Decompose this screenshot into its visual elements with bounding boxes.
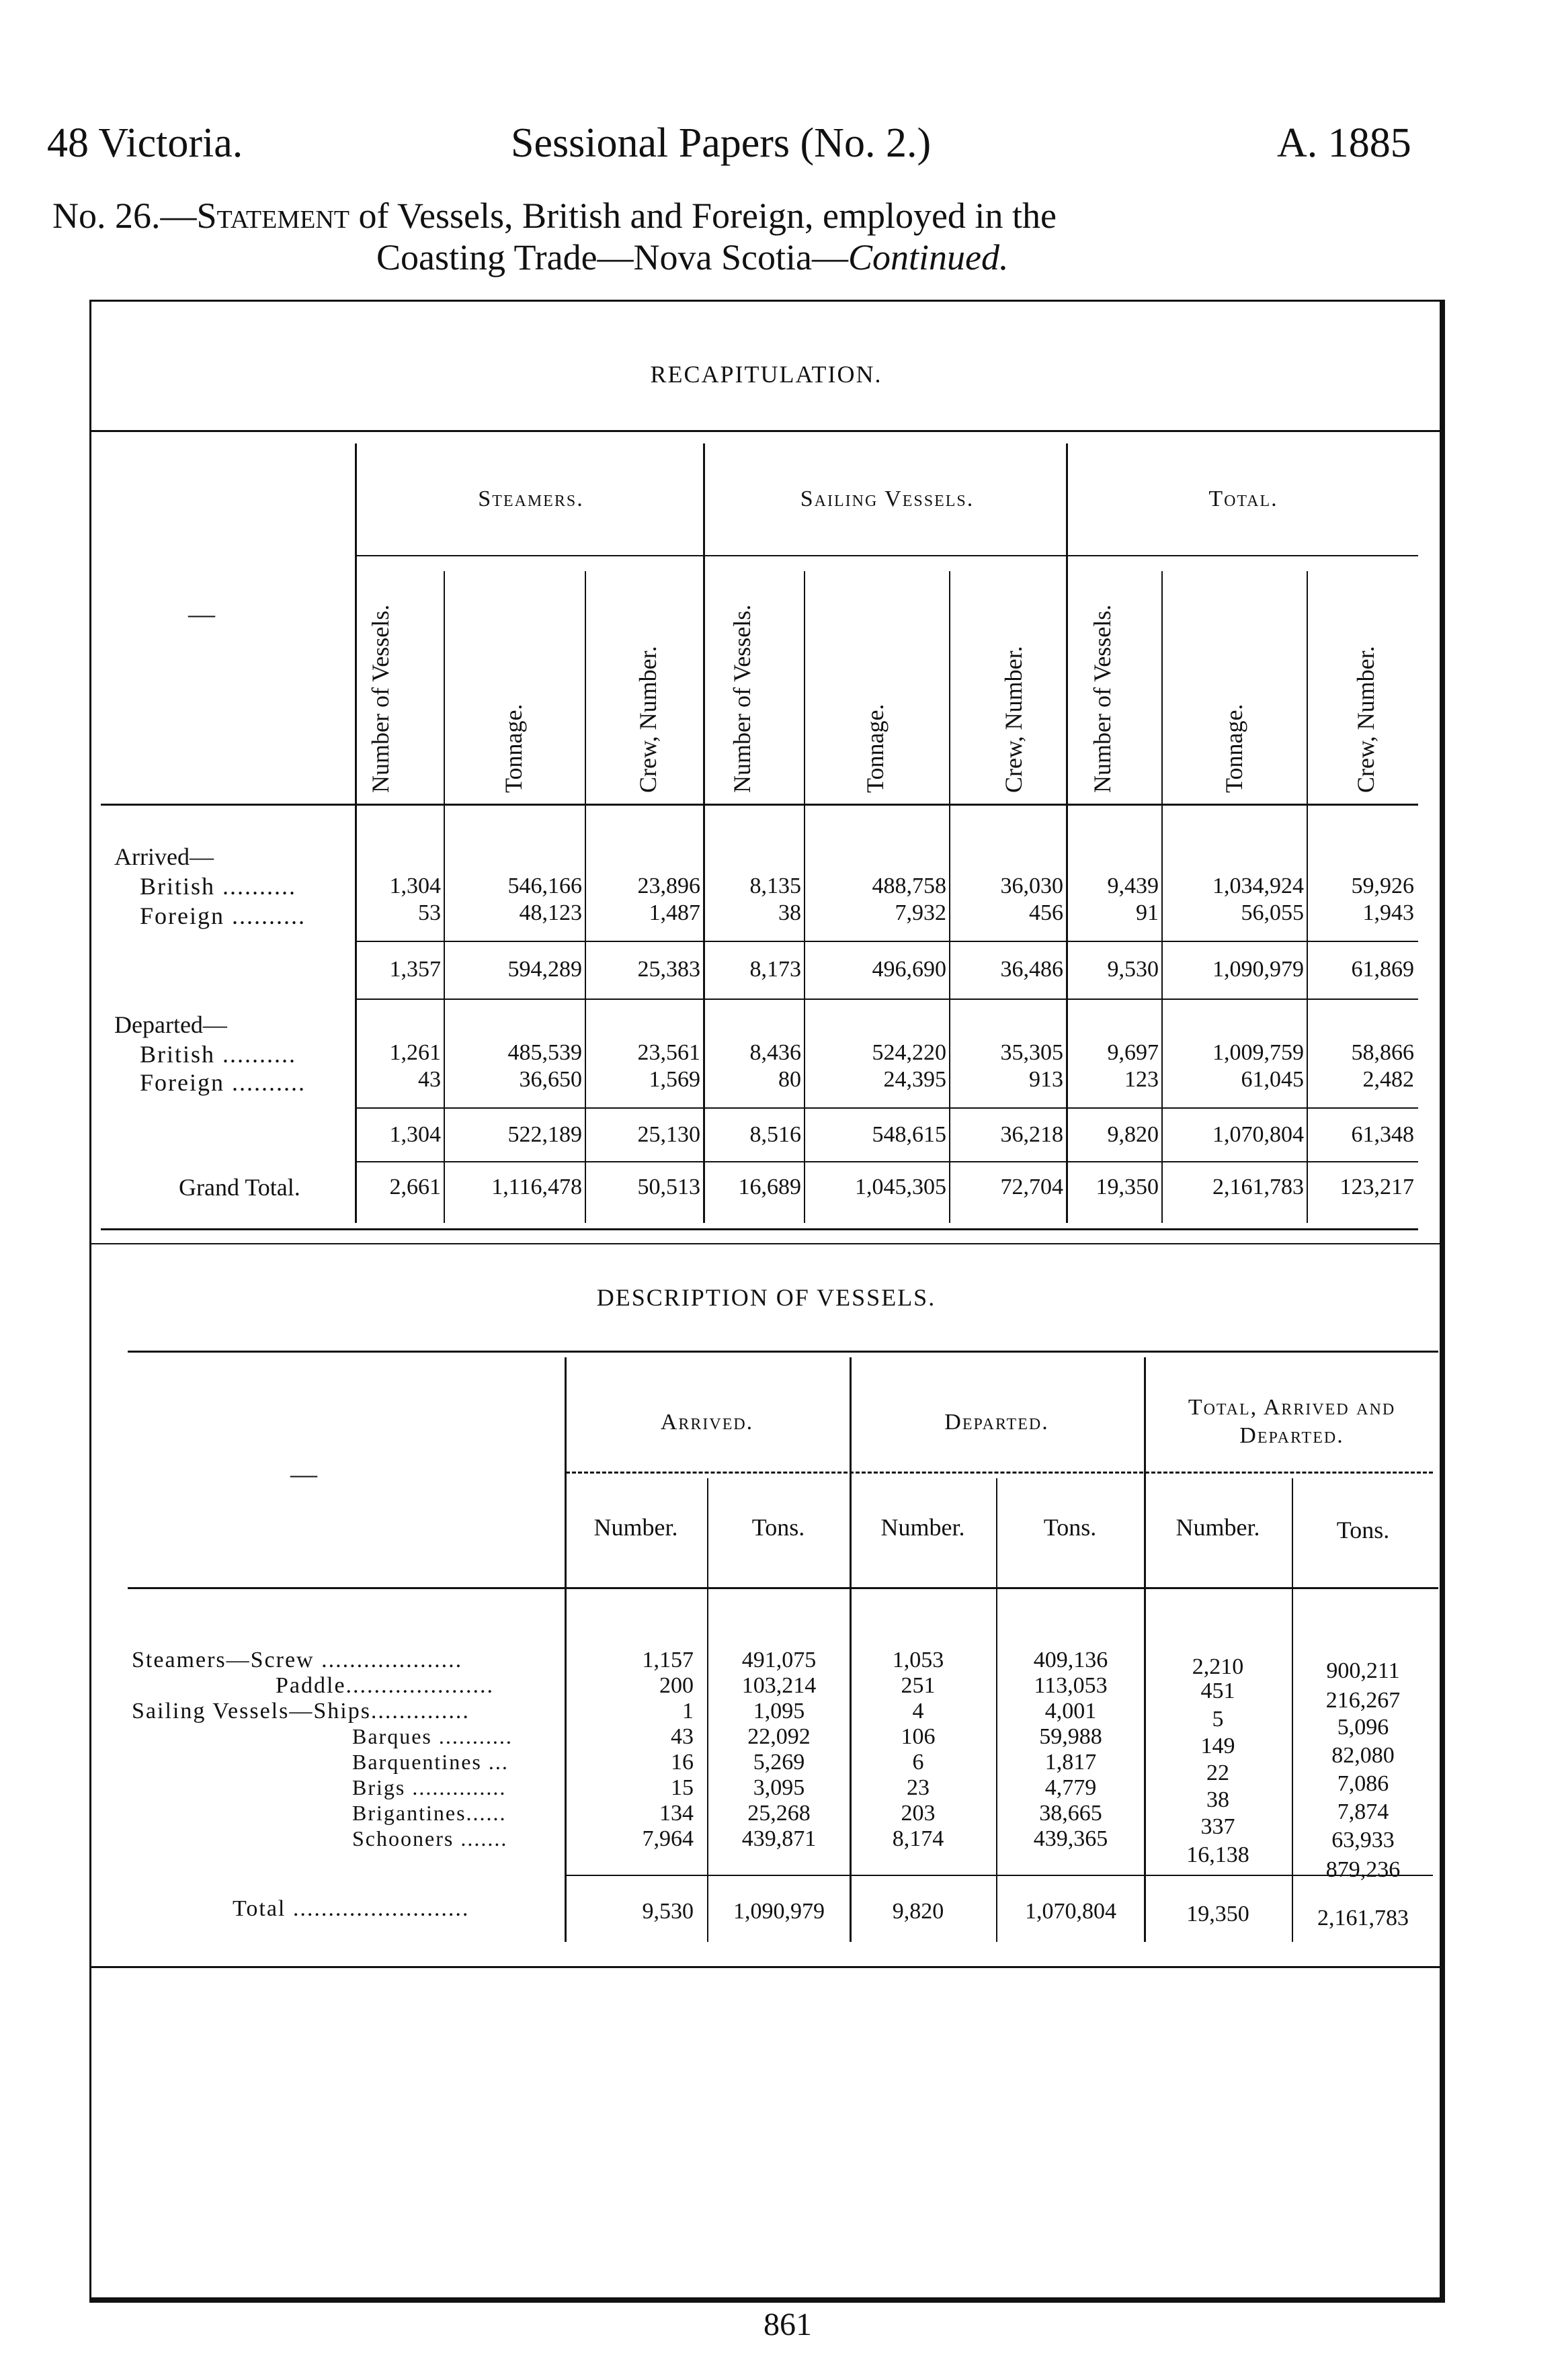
table-cell: 149 [1200, 1734, 1235, 1758]
recap-vline-5 [804, 571, 805, 1223]
table-cell: 439,365 [1033, 1826, 1108, 1851]
table-cell: 1,357 [389, 957, 441, 982]
desc-label-brigantines: Brigantines...... [352, 1801, 507, 1825]
table-cell: 409,136 [1033, 1648, 1108, 1672]
table-cell: 5 [1212, 1707, 1224, 1732]
table-cell: 36,030 [1000, 874, 1063, 898]
recap-rule-top [91, 430, 1440, 432]
table-cell: 38 [1206, 1787, 1229, 1812]
table-cell: 496,690 [872, 957, 946, 982]
title-line2-italic: Continued. [848, 237, 1009, 278]
desc-label-total: Total ......................... [233, 1896, 470, 1921]
recap-departed-foreign-label: Foreign .......... [140, 1069, 306, 1096]
table-cell: 2,210 [1192, 1654, 1244, 1679]
table-cell: 23 [907, 1775, 930, 1800]
recap-departed-label: Departed— [114, 1011, 227, 1038]
recap-vline-6 [949, 571, 950, 1223]
desc-bottom-rule [91, 1966, 1440, 1968]
table-cell: 1,009,759 [1212, 1040, 1304, 1065]
title-statement: Statement [196, 196, 350, 236]
table-cell: 48,123 [519, 900, 582, 925]
recap-col-steamers-crew: Crew, Number. [634, 646, 661, 793]
recap-heading: RECAPITULATION. [650, 361, 882, 388]
table-cell: 1,034,924 [1212, 874, 1304, 898]
recap-col-sailing-number: Number of Vessels. [729, 604, 755, 793]
table-cell: 23,896 [637, 874, 700, 898]
table-cell: 72,704 [1000, 1175, 1063, 1199]
table-cell: 2,161,783 [1212, 1175, 1304, 1199]
table-cell: 80 [778, 1067, 801, 1092]
desc-header-rule [128, 1587, 1438, 1589]
table-cell: 1,053 [892, 1648, 944, 1672]
recap-vline-7 [1066, 443, 1068, 1223]
recap-grand-total-label: Grand Total. [179, 1174, 300, 1201]
table-cell: 491,075 [741, 1648, 817, 1672]
table-cell: 8,173 [749, 957, 801, 982]
table-cell: 6 [912, 1750, 924, 1775]
table-cell: 200 [659, 1673, 694, 1698]
table-cell: 25,383 [637, 957, 700, 982]
table-cell: 1,817 [1044, 1750, 1097, 1775]
table-cell: 1,261 [389, 1040, 441, 1065]
recap-group-rule [356, 555, 1418, 556]
table-cell: 1,095 [753, 1699, 805, 1724]
table-cell: 59,988 [1039, 1724, 1102, 1749]
table-cell: 3,095 [753, 1775, 805, 1800]
recap-vline-8 [1161, 571, 1163, 1223]
table-cell: 43 [671, 1724, 694, 1749]
table-cell: 488,758 [872, 874, 946, 898]
desc-col-departed-number: Number. [880, 1514, 965, 1541]
table-cell: 2,661 [389, 1175, 441, 1199]
table-cell: 9,530 [1107, 957, 1159, 982]
table-cell: 546,166 [507, 874, 582, 898]
table-cell: 9,820 [1107, 1122, 1159, 1147]
table-cell: 43 [418, 1067, 441, 1092]
desc-heading: DESCRIPTION OF VESSELS. [596, 1284, 936, 1311]
desc-rule-top [128, 1351, 1438, 1353]
table-cell: 61,045 [1241, 1067, 1304, 1092]
table-cell: 879,236 [1325, 1857, 1401, 1882]
recap-col-total-number: Number of Vessels. [1089, 604, 1116, 793]
table-cell: 22 [1206, 1760, 1229, 1785]
desc-group-arrived: Arrived. [660, 1410, 754, 1435]
table-cell: 15 [671, 1775, 694, 1800]
header-left: 48 Victoria. [47, 120, 243, 166]
desc-group-total: Total, Arrived and Departed. [1188, 1395, 1396, 1448]
table-cell: 1,045,305 [855, 1175, 946, 1199]
desc-label-schooners: Schooners ....... [352, 1826, 508, 1851]
table-cell: 7,964 [642, 1826, 694, 1851]
desc-group-rule [566, 1472, 1433, 1474]
recap-vline-2 [444, 571, 445, 1223]
table-cell: 19,350 [1186, 1902, 1249, 1926]
table-cell: 53 [418, 900, 441, 925]
table-cell: 524,220 [872, 1040, 946, 1065]
recap-col-sailing-crew: Crew, Number. [1000, 646, 1027, 793]
table-title-line2 [376, 237, 1008, 278]
table-cell: 103,214 [741, 1673, 817, 1698]
recap-group-sailing: Sailing Vessels. [800, 486, 975, 511]
table-cell: 36,218 [1000, 1122, 1063, 1147]
title-prefix: No. 26.— [52, 196, 197, 236]
table-cell: 16,689 [738, 1175, 801, 1199]
page-number: 861 [764, 2307, 812, 2342]
table-cell: 91 [1136, 900, 1159, 925]
table-cell: 22,092 [747, 1724, 811, 1749]
table-cell: 8,174 [892, 1826, 944, 1851]
table-cell: 19,350 [1096, 1175, 1159, 1199]
desc-col-arrived-number: Number. [593, 1514, 678, 1541]
table-cell: 24,395 [883, 1067, 946, 1092]
table-cell: 58,866 [1351, 1040, 1414, 1065]
desc-col-total-tons: Tons. [1336, 1517, 1390, 1543]
recap-col-steamers-number: Number of Vessels. [367, 604, 394, 793]
recap-subtotal-rule-1 [356, 941, 1418, 942]
table-cell: 1,487 [649, 900, 700, 925]
desc-stub-dash: — [290, 1459, 317, 1489]
recap-col-total-tonnage: Tonnage. [1221, 704, 1247, 793]
table-cell: 522,189 [507, 1122, 582, 1147]
title-line2-plain: Coasting Trade—Nova Scotia— [376, 237, 848, 278]
desc-label-brigs: Brigs .............. [352, 1775, 507, 1799]
table-cell: 1,304 [389, 1122, 441, 1147]
table-cell: 56,055 [1241, 900, 1304, 925]
table-cell: 1,070,804 [1212, 1122, 1304, 1147]
table-cell: 8,135 [749, 874, 801, 898]
table-cell: 63,933 [1331, 1828, 1395, 1853]
table-cell: 8,436 [749, 1040, 801, 1065]
recap-arrived-foreign-label: Foreign .......... [140, 902, 306, 929]
table-cell: 913 [1029, 1067, 1063, 1092]
table-cell: 106 [901, 1724, 936, 1749]
recap-bottom-rule [101, 1228, 1418, 1230]
table-cell: 451 [1200, 1678, 1235, 1703]
recap-vline-9 [1307, 571, 1308, 1223]
title-rest: of Vessels, British and Foreign, employed in the [349, 196, 1057, 236]
table-cell: 9,820 [892, 1899, 944, 1924]
table-cell: 61,869 [1351, 957, 1414, 982]
desc-label-barquentines: Barquentines ... [352, 1750, 509, 1774]
recap-col-steamers-tonnage: Tonnage. [500, 704, 527, 793]
table-cell: 1,090,979 [1212, 957, 1304, 982]
table-cell: 7,086 [1337, 1771, 1389, 1796]
table-cell: 38 [778, 900, 801, 925]
table-cell: 25,268 [747, 1801, 811, 1826]
table-cell: 7,932 [895, 900, 946, 925]
table-cell: 134 [659, 1801, 694, 1826]
recap-subtotal-rule-2 [356, 998, 1418, 1000]
recap-subtotal-rule-4 [356, 1161, 1418, 1162]
table-cell: 16,138 [1186, 1842, 1249, 1867]
table-title-line1 [52, 195, 1057, 237]
table-cell: 7,874 [1337, 1799, 1389, 1824]
desc-vline-4 [996, 1478, 997, 1942]
table-cell: 456 [1029, 900, 1063, 925]
desc-label-screw: Steamers—Screw .................... [132, 1648, 463, 1672]
table-cell: 594,289 [507, 957, 582, 982]
desc-total-rule [566, 1875, 1433, 1876]
desc-label-ships: Sailing Vessels—Ships.............. [132, 1699, 470, 1724]
desc-col-arrived-tons: Tons. [751, 1514, 805, 1541]
recap-col-total-crew: Crew, Number. [1352, 646, 1379, 793]
table-cell: 4,001 [1044, 1699, 1097, 1724]
table-cell: 25,130 [637, 1122, 700, 1147]
desc-col-total-number: Number. [1176, 1514, 1260, 1541]
table-cell: 485,539 [507, 1040, 582, 1065]
table-cell: 203 [901, 1801, 936, 1826]
table-cell: 36,650 [519, 1067, 582, 1092]
table-cell: 113,053 [1034, 1673, 1108, 1698]
recap-departed-british-label: British .......... [140, 1041, 297, 1068]
table-cell: 16 [671, 1750, 694, 1775]
table-cell: 38,665 [1039, 1801, 1102, 1826]
table-cell: 82,080 [1331, 1743, 1395, 1768]
table-cell: 1,070,804 [1025, 1899, 1116, 1924]
desc-col-departed-tons: Tons. [1043, 1514, 1097, 1541]
table-cell: 900,211 [1326, 1658, 1400, 1683]
table-cell: 9,530 [642, 1899, 694, 1924]
recap-arrived-label: Arrived— [114, 843, 214, 870]
table-cell: 36,486 [1000, 957, 1063, 982]
table-cell: 1 [682, 1699, 694, 1724]
table-cell: 337 [1200, 1814, 1235, 1839]
table-cell: 9,439 [1107, 874, 1159, 898]
table-cell: 35,305 [1000, 1040, 1063, 1065]
recap-arrived-british-label: British .......... [140, 873, 297, 900]
table-cell: 1,569 [649, 1067, 700, 1092]
header-center: Sessional Papers (No. 2.) [511, 120, 932, 166]
recap-subtotal-rule-3 [356, 1107, 1418, 1109]
recap-vline-3 [585, 571, 586, 1223]
table-cell: 123 [1124, 1067, 1159, 1092]
recap-vline-4 [703, 443, 705, 1223]
recap-stub-dash: — [188, 599, 215, 629]
table-cell: 2,482 [1362, 1067, 1414, 1092]
table-cell: 23,561 [637, 1040, 700, 1065]
table-cell: 4,779 [1044, 1775, 1097, 1800]
table-cell: 1,943 [1362, 900, 1414, 925]
recap-group-total: Total. [1208, 486, 1278, 511]
table-cell: 1,090,979 [733, 1899, 825, 1924]
table-cell: 2,161,783 [1317, 1906, 1409, 1930]
recap-vline-1 [355, 443, 357, 1223]
table-cell: 1,116,478 [491, 1175, 582, 1199]
table-cell: 216,267 [1325, 1688, 1401, 1713]
recap-group-steamers: Steamers. [478, 486, 584, 511]
table-cell: 50,513 [637, 1175, 700, 1199]
table-cell: 4 [912, 1699, 924, 1724]
table-cell: 61,348 [1351, 1122, 1414, 1147]
recap-header-rule [101, 804, 1418, 806]
table-cell: 5,096 [1337, 1715, 1389, 1740]
table-cell: 1,304 [389, 874, 441, 898]
table-cell: 123,217 [1340, 1175, 1414, 1199]
table-cell: 1,157 [642, 1648, 694, 1672]
table-cell: 9,697 [1107, 1040, 1159, 1065]
desc-group-departed: Departed. [944, 1410, 1049, 1435]
table-cell: 548,615 [872, 1122, 946, 1147]
table-cell: 439,871 [741, 1826, 817, 1851]
desc-label-barques: Barques ........... [352, 1724, 513, 1748]
table-cell: 251 [901, 1673, 936, 1698]
recap-col-sailing-tonnage: Tonnage. [862, 704, 889, 793]
table-cell: 59,926 [1351, 874, 1414, 898]
desc-label-paddle: Paddle..................... [276, 1673, 495, 1698]
table-cell: 8,516 [749, 1122, 801, 1147]
header-right: A. 1885 [1277, 120, 1411, 166]
desc-vline-2 [707, 1478, 708, 1942]
section-divider [91, 1243, 1440, 1244]
table-cell: 5,269 [753, 1750, 805, 1775]
